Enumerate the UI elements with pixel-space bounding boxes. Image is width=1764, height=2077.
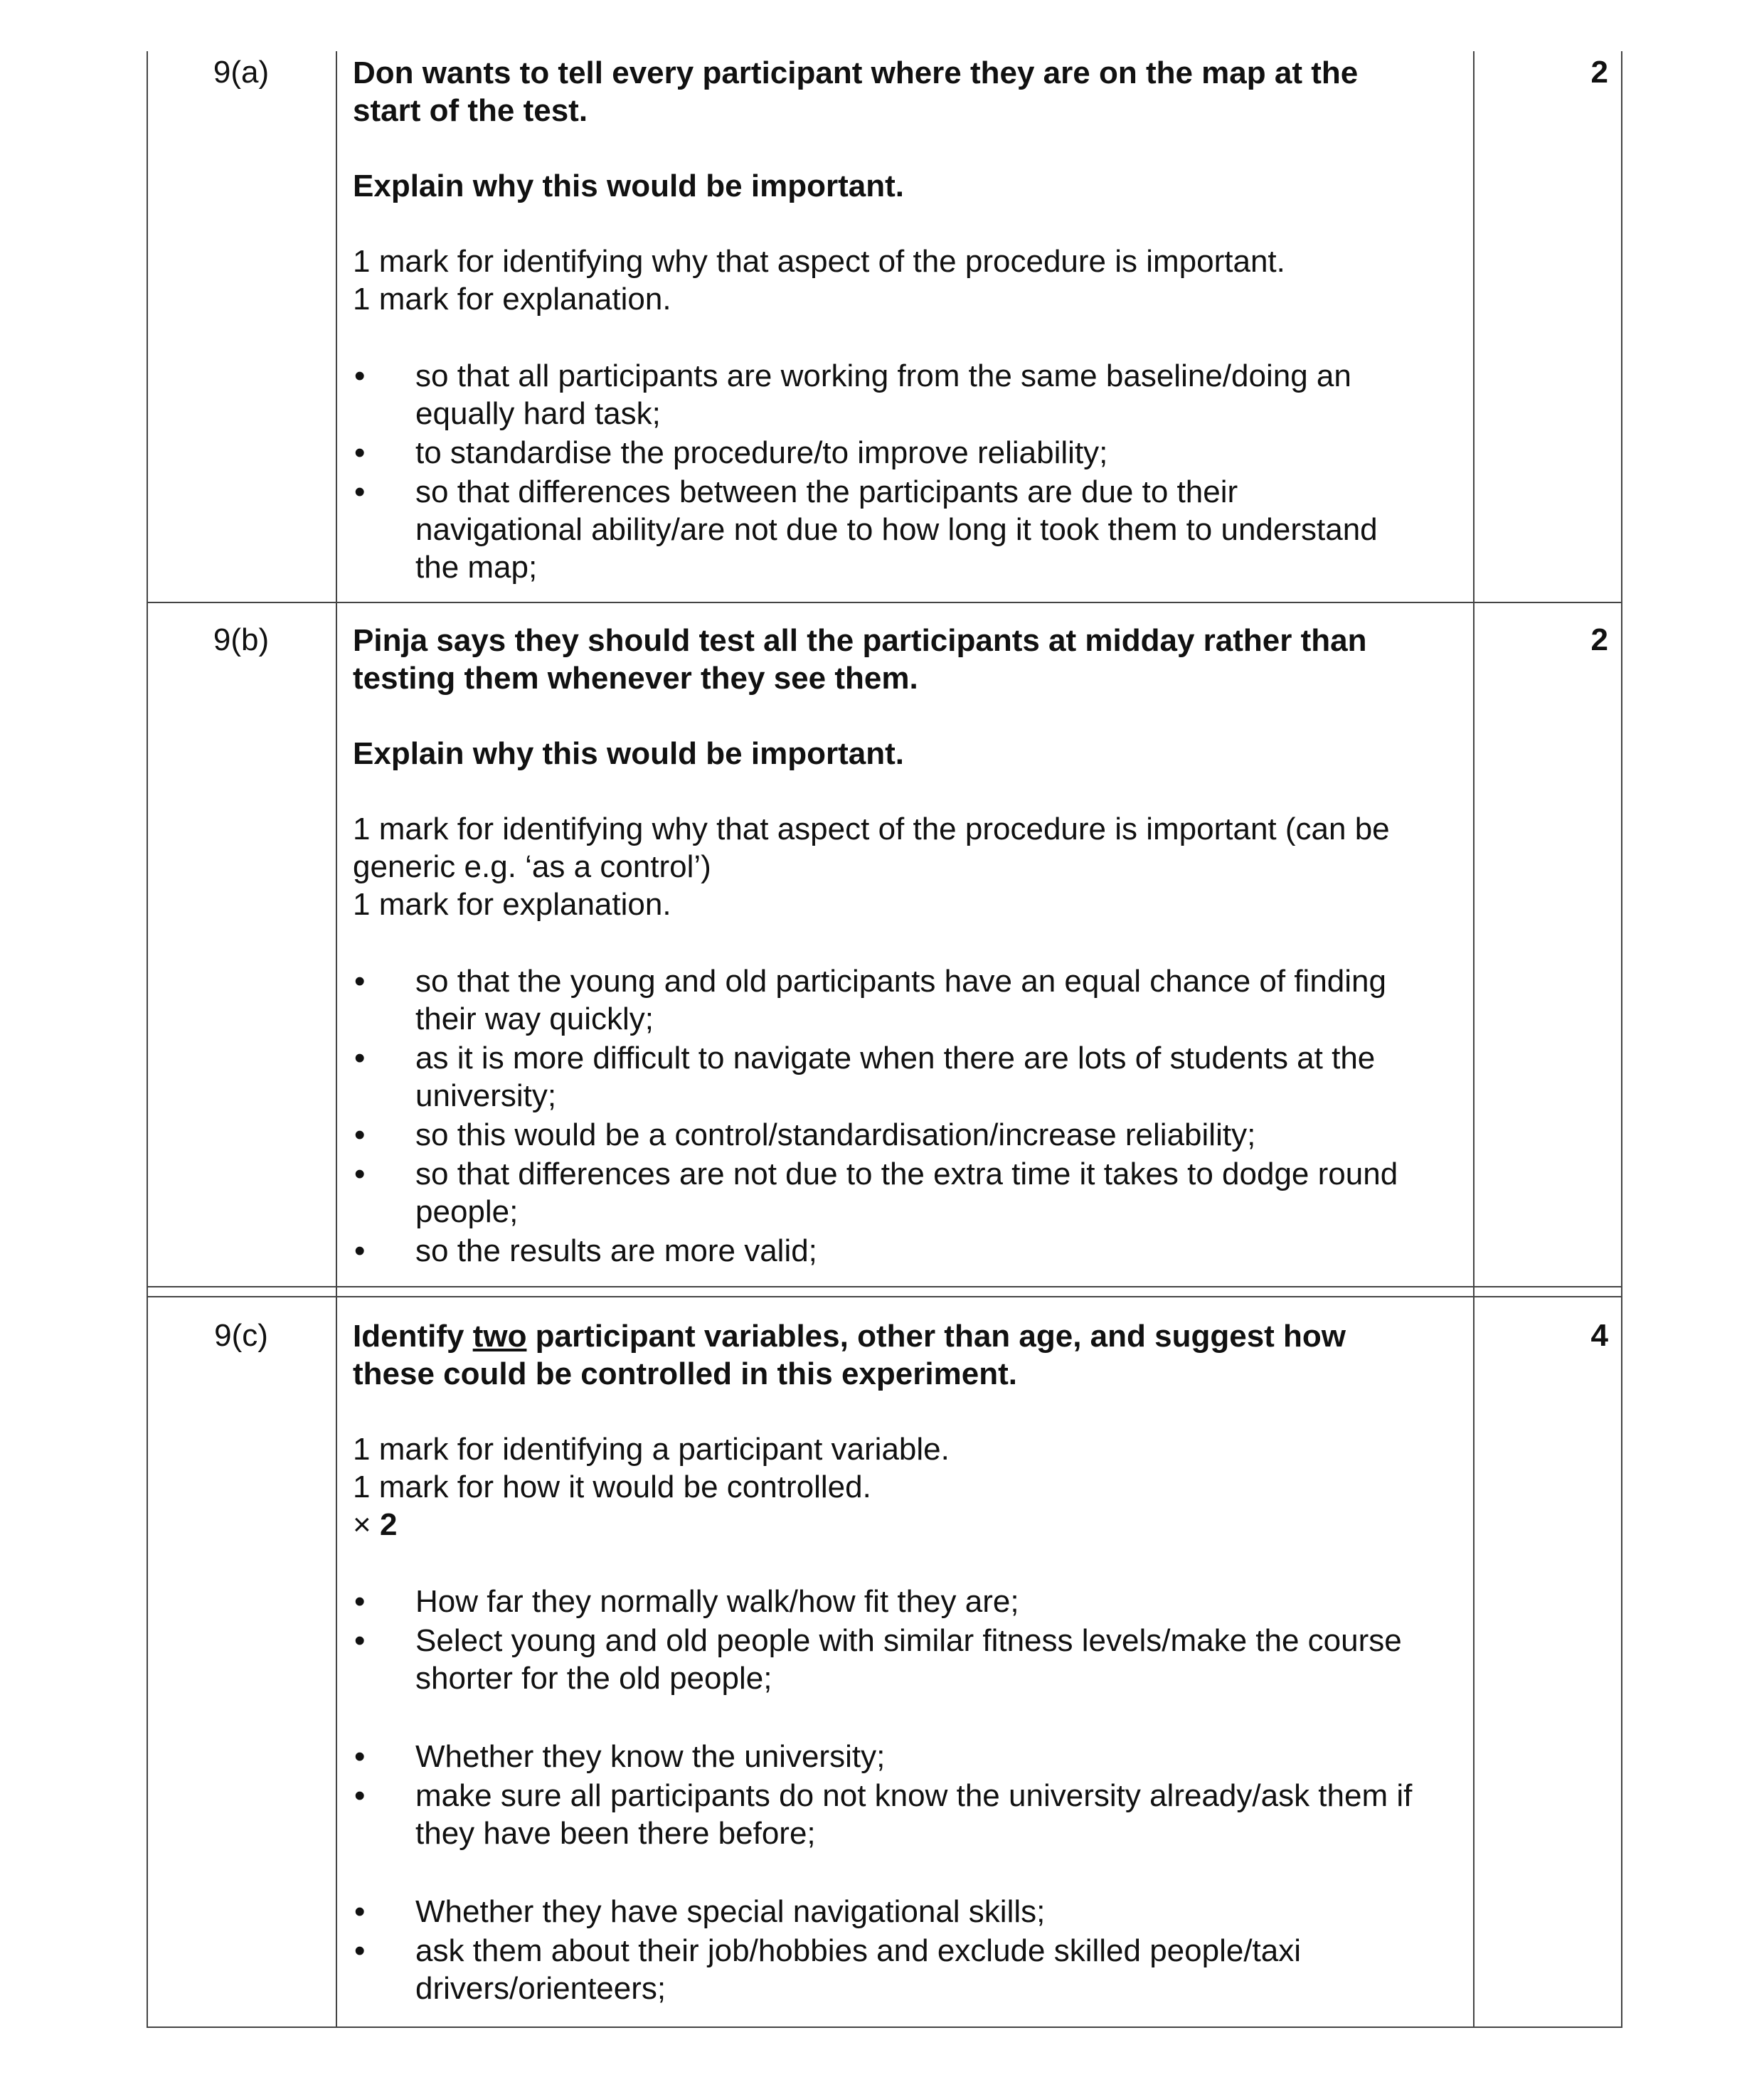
marks-value: 2: [1590, 622, 1608, 657]
bullet-icon: •: [354, 474, 366, 509]
list-item: • How far they normally walk/how fit they are;: [354, 1584, 1019, 1619]
bullet-icon: •: [354, 1739, 366, 1774]
table-left-border: [147, 51, 148, 2027]
question-number: 9(b): [213, 622, 270, 657]
list-item: • so that differences between the participants are due to their navigational ability/are not due to how long it took them to understand the map;: [354, 474, 1378, 585]
column-divider-question: [336, 51, 337, 2027]
list-item: • so that differences are not due to the extra time it takes to dodge round people;: [354, 1157, 1398, 1229]
row-divider-double-top: [147, 1286, 1622, 1287]
answer-bullets: [353, 357, 1462, 586]
answer-bullets: [353, 1738, 1462, 1852]
row-divider: [147, 602, 1622, 603]
answer-cell: [353, 1317, 1462, 2009]
list-item: • Whether they have special navigational skills;: [354, 1894, 1046, 1929]
list-item: • Select young and old people with similar fitness levels/make the course shorter for the old people;: [354, 1623, 1402, 1696]
multiplier: × 2: [353, 1507, 398, 1542]
question-text: Identify two participant variables, other than age, and suggest how these could be controlled in this experiment.: [353, 1319, 1346, 1391]
marks-value: 2: [1590, 55, 1608, 90]
marking-criteria: 1 mark for identifying why that aspect of the procedure is important (can be generic e.g. ‘as a control’) 1 mark for explanation.: [353, 812, 1390, 922]
marking-criteria: 1 mark for identifying a participant variable. 1 mark for how it would be controlled. × 2: [353, 1432, 950, 1542]
question-number: 9(a): [213, 55, 270, 90]
bullet-icon: •: [354, 1778, 366, 1813]
answer-bullets: [353, 1583, 1462, 1697]
list-item: • so that the young and old participants have an equal chance of finding their way quickly;: [354, 964, 1386, 1036]
bullet-icon: •: [354, 1233, 366, 1268]
bullet-icon: •: [354, 1894, 366, 1929]
answer-cell: [353, 54, 1462, 588]
bullet-icon: •: [354, 964, 366, 999]
bullet-icon: •: [354, 1041, 366, 1075]
row-divider-double-bottom: [147, 1296, 1622, 1297]
list-item: • make sure all participants do not know the university already/ask them if they have been there before;: [354, 1778, 1413, 1851]
bullet-icon: •: [354, 1623, 366, 1658]
list-item: • so that all participants are working from the same baseline/doing an equally hard task;: [354, 358, 1351, 431]
list-item: • to standardise the procedure/to improve reliability;: [354, 435, 1108, 470]
bullet-icon: •: [354, 435, 366, 470]
list-item: • so the results are more valid;: [354, 1233, 817, 1268]
marking-criteria: 1 mark for identifying why that aspect of the procedure is important. 1 mark for explanation.: [353, 244, 1285, 317]
answer-bullets: [353, 962, 1462, 1270]
bullet-icon: •: [354, 358, 366, 393]
instruction-text: Explain why this would be important.: [353, 736, 904, 771]
bullet-icon: •: [354, 1584, 366, 1619]
instruction-text: Explain why this would be important.: [353, 169, 904, 203]
answer-cell: [353, 622, 1462, 1271]
times-icon: ×: [353, 1507, 371, 1542]
question-number: 9(c): [214, 1318, 268, 1353]
marks-value: 4: [1590, 1318, 1608, 1353]
underlined-emphasis: two: [472, 1319, 527, 1354]
column-divider-marks: [1473, 51, 1475, 2027]
bullet-icon: •: [354, 1157, 366, 1191]
list-item: • Whether they know the university;: [354, 1739, 886, 1774]
answer-bullets: [353, 1893, 1462, 2007]
table-bottom-border: [147, 2026, 1622, 2028]
bullet-icon: •: [354, 1117, 366, 1152]
list-item: • so this would be a control/standardisation/increase reliability;: [354, 1117, 1256, 1152]
list-item: • ask them about their job/hobbies and exclude skilled people/taxi drivers/orienteers;: [354, 1933, 1302, 2006]
question-text: Don wants to tell every participant where they are on the map at the start of the test.: [353, 55, 1359, 128]
bullet-icon: •: [354, 1933, 366, 1968]
table-right-border: [1621, 51, 1622, 2027]
list-item: • as it is more difficult to navigate when there are lots of students at the university;: [354, 1041, 1376, 1113]
question-text: Pinja says they should test all the participants at midday rather than testing them whenever they see them.: [353, 623, 1367, 696]
